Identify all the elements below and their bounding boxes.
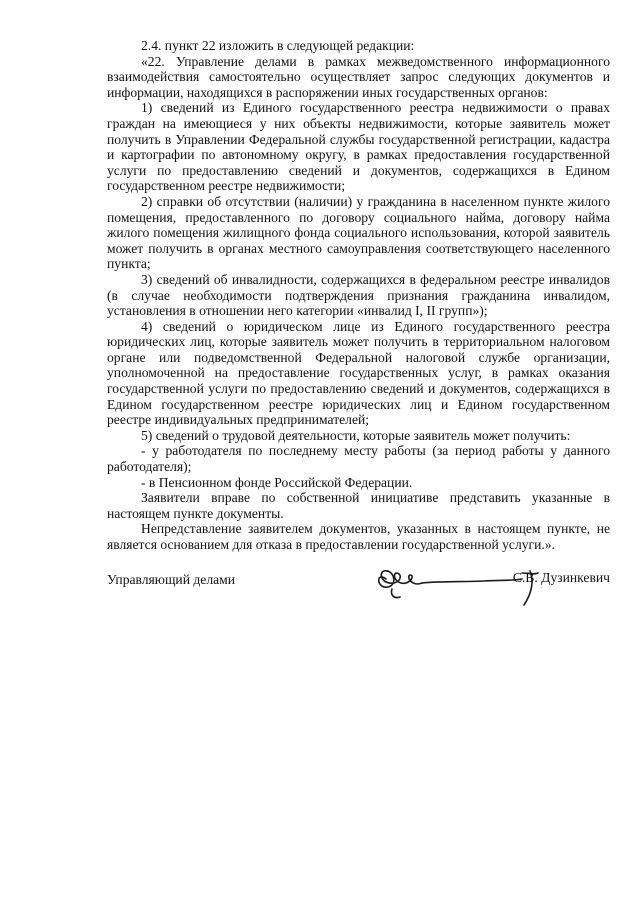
paragraph-22-intro: «22. Управление делами в рамках межведомственного информационного взаимодействия самостоятельно осуществляет запрос следующих документов и информации, находящихся в распоряжении иных государственных органов: [107, 53, 610, 100]
paragraph-item-5-employer: - у работодателя по последнему месту работы (за период работы у данного работодателя); [107, 443, 610, 475]
signatory-title: Управляющий делами [107, 572, 236, 587]
signatory-name: С.В. Дузинкевич [512, 570, 610, 585]
paragraph-non-submission: Непредставление заявителем документов, указанных в настоящем пункте, не является основанием для отказа в предоставлении государственной услуги.». [107, 521, 610, 552]
paragraph-item-1: 1) сведений из Единого государственного реестра недвижимости о правах граждан на имеющиеся у них объекты недвижимости, которые заявитель может получить в Управлении Федеральной службы государственной регистрации, кадастра и картографии по автономному округу, в рамках предоставления государственной услуги по предоставлению сведений и документов, содержащихся в Едином государственном реестре недвижимости; [107, 100, 610, 194]
paragraph-2-4: 2.4. пункт 22 изложить в следующей редакции: [141, 38, 415, 53]
document-body [107, 38, 610, 553]
paragraph-item-2: 2) справки об отсутствии (наличии) у гражданина в населенном пункте жилого помещения, предоставленного по договору социального найма, договору найма жилого помещения жилищного фонда социального использования, которой заявитель может получить в органах местного самоуправления соответствующего населенного пункта; [107, 193, 610, 272]
paragraph-item-4: 4) сведений о юридическом лице из Единого государственного реестра юридических лиц, которые заявитель может получить в территориальном налоговом органе или подведомственной Федеральной налоговой службе организации, уполномоченной на предоставление государственных услуг, в рамках оказания государственной услуги по предоставлению сведений и документов, содержащихся в Едином государственном реестре юридических лиц и Едином государственном реестре индивидуальных предпринимателей; [107, 318, 610, 428]
paragraph-applicant-right: Заявители вправе по собственной инициативе представить указанные в настоящем пункте документы. [107, 490, 610, 521]
paragraph-item-5-pension-fund: - в Пенсионном фонде Российской Федерации. [141, 474, 413, 490]
paragraph-item-3: 3) сведений об инвалидности, содержащихся в федеральном реестре инвалидов (в случае необходимости подтверждения признания гражданина инвалидом, установления в отношении него категории «инвалид I, II групп»); [107, 271, 610, 319]
paragraph-item-5: 5) сведений о трудовой деятельности, которые заявитель может получить: [141, 427, 571, 443]
signature-block [107, 567, 610, 607]
